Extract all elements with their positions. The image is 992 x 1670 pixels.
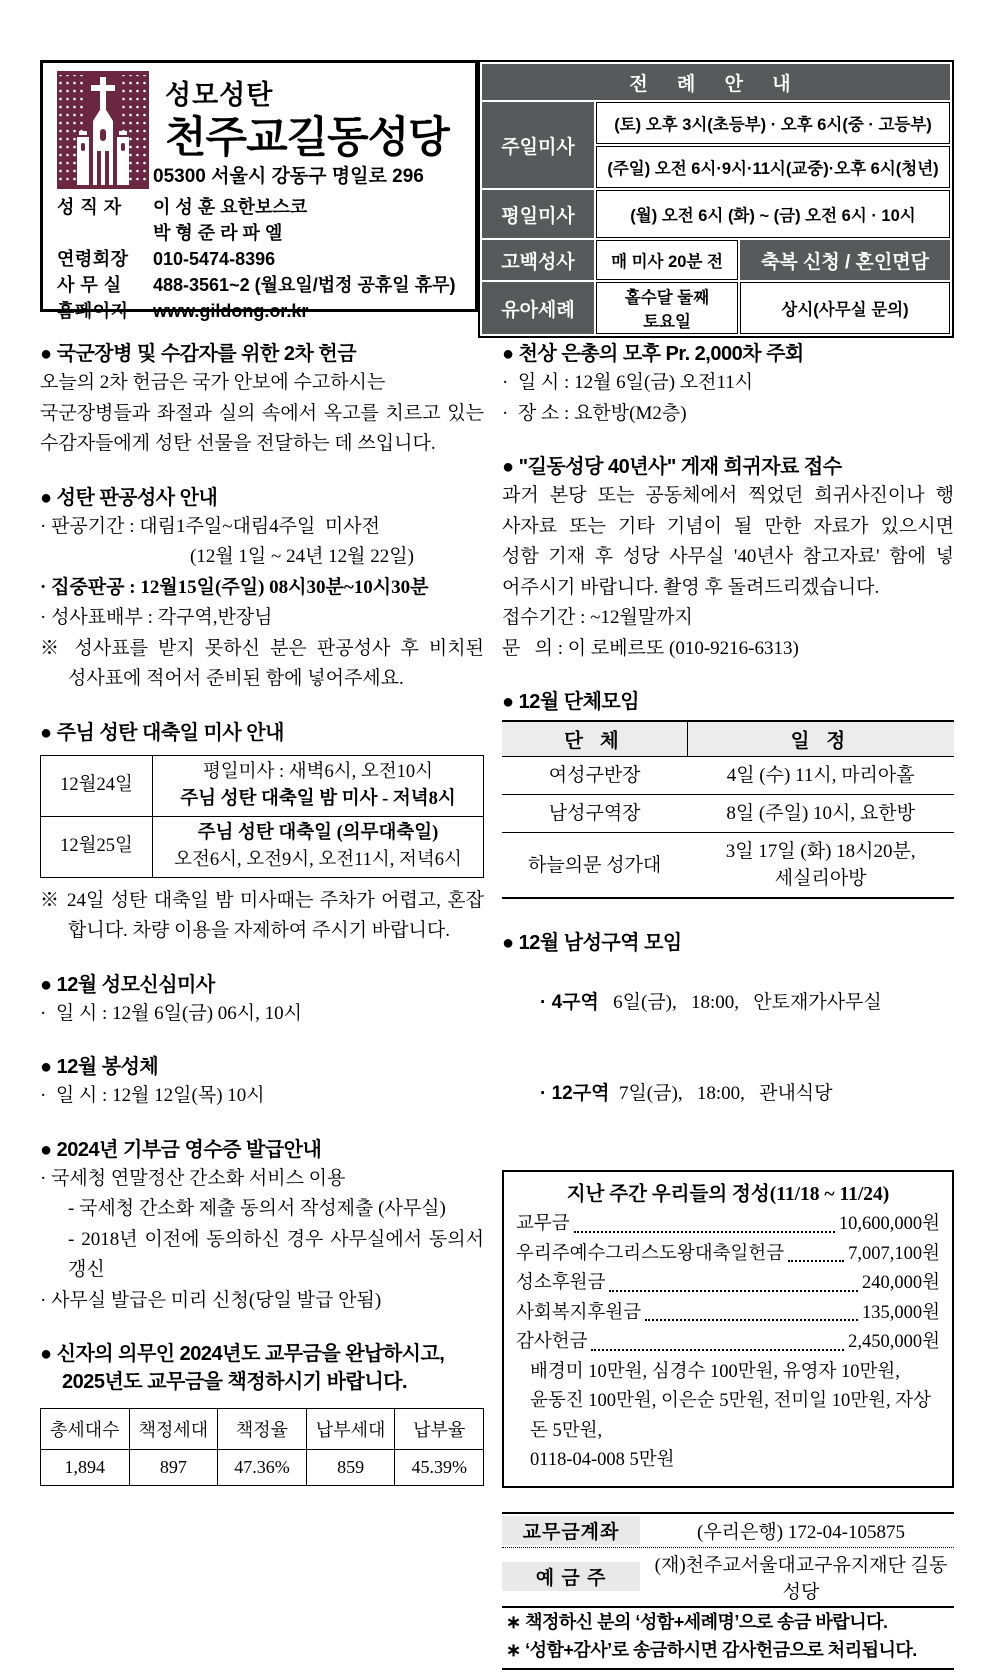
section-title-second-collection: ● 국군장병 및 수감자를 위한 2차 헌금 xyxy=(40,343,357,365)
group-meeting-table xyxy=(502,720,954,899)
church-info-box xyxy=(40,60,478,321)
liturgy-table-title: 전 례 안 내 xyxy=(482,64,950,100)
mass-detail-line2: 주님 성탄 대축일 밤 미사 - 저녁8시 xyxy=(180,788,456,809)
zone-detail: 6일(금), 18:00, 안토재가사무실 xyxy=(598,991,882,1013)
thanksgiving-detail-line: 배경미 10만원, 심경수 100만원, 유영자 10만원, xyxy=(530,1361,900,1382)
church-name: 천주교길동성당 xyxy=(165,114,449,162)
period-line: 접수기간 : ~12월말까지 xyxy=(502,607,693,628)
offering-item xyxy=(516,1269,940,1299)
bullet-line: · 국세청 연말정산 간소화 서비스 이용 xyxy=(40,1167,346,1189)
bullet-line: · 성사표배부 : 각구역,반장님 xyxy=(40,607,273,628)
offering-item xyxy=(516,1299,940,1329)
baptism-when-line2: 토요일 xyxy=(643,313,691,331)
paragraph-line: 오늘의 2차 헌금은 국가 안보에 수고하시는 xyxy=(40,372,386,393)
contact-row-priest2 xyxy=(57,220,465,246)
bulletin-subtitle: 성모성탄 xyxy=(165,80,274,110)
weekly-offering-box xyxy=(502,1170,954,1488)
church-logo-icon xyxy=(57,71,149,189)
account-number-value: (우리은행) 172-04-105875 xyxy=(697,1521,905,1543)
contact-value: 이 성 훈 요한보스코 xyxy=(153,197,308,217)
offering-label: 성소후원금 xyxy=(516,1273,606,1293)
col-header-schedule: 일 정 xyxy=(687,721,954,757)
table-value-row xyxy=(41,1450,484,1486)
col-header-payment-rate: 납부율 xyxy=(395,1409,484,1450)
mass-detail xyxy=(153,755,484,816)
zone-label: · 12구역 xyxy=(540,1083,610,1104)
value-paying-households: 859 xyxy=(306,1450,395,1486)
bullet-line: · 집중판공 : 12월15일(주일) 08시30분~10시30분 xyxy=(40,576,429,598)
confession-label: 고백성사 xyxy=(482,240,594,280)
value-payment-rate: 45.39% xyxy=(395,1450,484,1486)
note-line: ※ 성사표를 받지 못하신 분은 판공성사 후 비치된 xyxy=(40,637,484,659)
church-address: 05300 서울시 강동구 명일로 296 xyxy=(153,166,424,187)
account-holder-row xyxy=(502,1548,954,1608)
bullet-subline: (12월 1일 ~ 24년 12월 22일) xyxy=(190,546,414,567)
contact-label: 사 무 실 xyxy=(57,275,122,295)
group-schedule-line2: 세실리아방 xyxy=(774,868,867,889)
dues-title-line1: ● 신자의 의무인 2024년도 교무금을 완납하시고, xyxy=(40,1343,445,1365)
mass-detail-line1: 평일미사 : 새벽6시, 오전10시 xyxy=(202,761,434,782)
group-schedule: 8일 (주일) 10시, 요한방 xyxy=(687,795,954,833)
contact-value: 박 형 준 라 파 엘 xyxy=(153,223,283,243)
offering-label: 감사헌금 xyxy=(516,1332,588,1352)
paragraph-line: 과거 본당 또는 공동체에서 찍었던 희귀사진이나 행 xyxy=(502,485,954,506)
zone-detail: 7일(금), 18:00, 관내식당 xyxy=(609,1083,833,1104)
value-pledge-rate: 47.36% xyxy=(218,1450,307,1486)
offering-box-title: 지난 주간 우리들의 정성(11/18 ~ 11/24) xyxy=(566,1184,890,1205)
contact-line: 문 의 : 이 로베르또 (010-9216-6313) xyxy=(502,637,799,659)
contact-label: 홈페이지 xyxy=(57,301,129,321)
offering-amount: 135,000원 xyxy=(862,1302,940,1323)
value-pledged-households: 897 xyxy=(129,1450,218,1486)
section-title-men-zone-meeting: ● 12월 남성구역 모임 xyxy=(502,932,682,954)
table-header-row xyxy=(502,721,954,757)
offering-amount: 7,007,100원 xyxy=(848,1243,940,1264)
group-schedule xyxy=(687,833,954,899)
offering-item xyxy=(516,1240,940,1270)
bullet-line: · 판공기간 : 대림1주일~대림4주일 미사전 xyxy=(40,515,380,537)
offering-amount: 2,450,000원 xyxy=(848,1332,940,1352)
thanksgiving-detail-line: 윤동진 100만원, 이은순 5만원, 전미일 10만원, 자상돈 5만원, xyxy=(530,1391,931,1441)
contact-label: 성 직 자 xyxy=(57,197,122,217)
thanksgiving-detail-line: 0118-04-008 5만원 xyxy=(530,1450,675,1470)
contact-row-office xyxy=(57,272,465,298)
mass-detail-line1: 주님 성탄 대축일 (의무대축일) xyxy=(197,822,439,843)
offering-amount: 240,000원 xyxy=(862,1273,940,1293)
account-note-line: ∗ ‘성함+감사’로 송금하시면 감사헌금으로 처리됩니다. xyxy=(506,1639,917,1660)
table-row xyxy=(41,816,484,877)
table-row xyxy=(502,833,954,899)
bullet-line: · 일 시 : 12월 6일(금) 오전11시 xyxy=(502,372,754,393)
col-header-total-households: 총세대수 xyxy=(41,1409,130,1450)
offering-amount: 10,600,000원 xyxy=(838,1214,940,1234)
paragraph-line: 어주시기 바랍니다. 촬영 후 돌려드리겠습니다. xyxy=(502,576,880,598)
account-note-line: ∗ 책정하신 분의 ‘성함+세례명’으로 송금 바랍니다. xyxy=(506,1611,888,1632)
mass-detail xyxy=(153,816,484,877)
confession-time: 매 미사 20분 전 xyxy=(596,240,738,280)
left-column xyxy=(40,316,484,1670)
dues-account-box xyxy=(502,1512,954,1670)
homepage-url: www.gildong.or.kr xyxy=(153,301,309,321)
bullet-line: · 사무실 발급은 미리 신청(당일 발급 안됨) xyxy=(40,1289,382,1311)
value-total-households: 1,894 xyxy=(41,1450,130,1486)
right-column xyxy=(502,316,954,1670)
account-holder-label: 예 금 주 xyxy=(502,1562,640,1591)
dot-leader xyxy=(591,1349,844,1351)
liturgy-schedule-table xyxy=(478,60,954,338)
mass-date: 12월25일 xyxy=(41,816,153,877)
dot-leader xyxy=(645,1319,858,1321)
offering-label: 우리주예수그리스도왕대축일헌금 xyxy=(516,1243,785,1264)
table-row xyxy=(502,795,954,833)
dot-leader xyxy=(788,1260,844,1262)
sunday-mass-sun: (주일) 오전 6시·9시·11시(교중)·오후 6시(청년) xyxy=(596,146,950,188)
infant-baptism-office: 상시(사무실 문의) xyxy=(740,282,950,334)
contact-label xyxy=(57,220,153,246)
paragraph-line: 성함 기재 후 성당 사무실 '40년사 참고자료' 함에 넣 xyxy=(502,546,954,567)
section-title-donation-receipt: ● 2024년 기부금 영수증 발급안내 xyxy=(40,1138,322,1161)
section-title-church-dues xyxy=(40,1340,484,1396)
account-number-row xyxy=(502,1514,954,1548)
table-row xyxy=(502,757,954,795)
sunday-mass-sat: (토) 오후 3시(초등부) · 오후 6시(중 · 고등부) xyxy=(596,102,950,144)
bulletin-page xyxy=(0,60,992,1660)
group-name: 여성구반장 xyxy=(502,757,687,795)
section-title-christmas-mass: ● 주님 성탄 대축일 미사 안내 xyxy=(40,721,284,744)
section-title-communion-visit: ● 12월 봉성체 xyxy=(40,1056,159,1078)
church-titles xyxy=(165,71,449,162)
dot-leader xyxy=(574,1231,835,1233)
offering-label: 사회복지후원금 xyxy=(516,1302,642,1323)
dues-title-line2: 2025년도 교무금을 책정하시기 바랍니다. xyxy=(62,1371,408,1393)
dash-line: - 2018년 이전에 동의하신 경우 사무실에서 동의서 갱신 xyxy=(68,1228,484,1280)
bullet-line: · 일 시 : 12월 12일(목) 10시 xyxy=(40,1085,265,1106)
account-holder-value: (재)천주교서울대교구유지재단 길동성당 xyxy=(654,1554,948,1603)
content-columns xyxy=(40,316,954,1670)
note-line: 성사표에 적어서 준비된 함에 넣어주세요. xyxy=(68,668,404,689)
paragraph-line: 사자료 또는 기타 기념이 될 만한 자료가 있으시면 xyxy=(502,515,954,537)
section-title-marian-mass: ● 12월 성모신심미사 xyxy=(40,973,215,996)
group-schedule-line1: 3일 17일 (화) 18시20분, xyxy=(725,841,916,862)
zone-meeting-line xyxy=(502,1049,954,1141)
note-line: ※ 24일 성탄 대축일 밤 미사때는 주차가 어렵고, 혼잡 xyxy=(40,889,484,911)
blessing-marriage-label: 축복 신청 / 혼인면담 xyxy=(740,240,950,280)
mass-detail-line2: 오전6시, 오전9시, 오전11시, 저녁6시 xyxy=(174,849,462,870)
paragraph-line: 수감자들에게 성탄 선물을 전달하는 데 쓰입니다. xyxy=(40,433,436,454)
account-number-label: 교무금계좌 xyxy=(502,1516,640,1545)
weekday-mass-times: (월) 오전 6시 (화) ~ (금) 오전 6시 · 10시 xyxy=(596,190,950,238)
table-row xyxy=(41,755,484,816)
paragraph-line: 국군장병들과 좌절과 실의 속에서 옥고를 치르고 있는 xyxy=(40,402,484,424)
sunday-mass-label: 주일미사 xyxy=(482,102,594,188)
section-title-40year-history: ● "길동성당 40년사" 게재 희귀자료 접수 xyxy=(502,456,842,478)
col-header-pledged-households: 책정세대 xyxy=(129,1409,218,1450)
col-header-pledge-rate: 책정율 xyxy=(218,1409,307,1450)
contact-value: 010-5474-8396 xyxy=(153,249,276,269)
bullet-line: · 장 소 : 요한방(M2층) xyxy=(502,402,687,424)
dot-leader xyxy=(609,1290,858,1292)
zone-meeting-line xyxy=(502,957,954,1049)
infant-baptism-label: 유아세례 xyxy=(482,282,594,334)
bullet-line: · 일 시 : 12월 6일(금) 06시, 10시 xyxy=(40,1002,302,1024)
christmas-mass-table xyxy=(40,755,484,878)
offering-label: 교무금 xyxy=(516,1214,570,1234)
col-header-group: 단 체 xyxy=(502,721,687,757)
note-line: 합니다. 차량 이용을 자제하여 주시기 바랍니다. xyxy=(68,920,450,941)
section-title-confession-guide: ● 성탄 판공성사 안내 xyxy=(40,486,218,509)
section-title-group-meetings: ● 12월 단체모임 xyxy=(502,691,640,713)
section-title-legion: ● 천상 은총의 모후 Pr. 2,000차 주회 xyxy=(502,343,804,365)
contact-row-priest xyxy=(57,194,465,220)
dues-stats-table xyxy=(40,1408,484,1486)
baptism-when-line1: 홀수달 둘째 xyxy=(624,289,710,307)
contact-label: 연령회장 xyxy=(57,249,129,269)
header xyxy=(40,60,954,331)
mass-date: 12월24일 xyxy=(41,755,153,816)
col-header-paying-households: 납부세대 xyxy=(306,1409,395,1450)
group-name: 하늘의문 성가대 xyxy=(502,833,687,899)
zone-label: · 4구역 xyxy=(540,991,599,1013)
contact-value: 488-3561~2 (월요일/법정 공휴일 휴무) xyxy=(153,275,456,295)
offering-item xyxy=(516,1328,940,1358)
group-name: 남성구역장 xyxy=(502,795,687,833)
offering-item xyxy=(516,1210,940,1240)
group-schedule: 4일 (수) 11시, 마리아홀 xyxy=(687,757,954,795)
table-header-row xyxy=(41,1409,484,1450)
dash-line: - 국세청 간소화 제출 동의서 작성제출 (사무실) xyxy=(68,1198,446,1219)
weekday-mass-label: 평일미사 xyxy=(482,190,594,238)
contact-row-chair xyxy=(57,246,465,272)
